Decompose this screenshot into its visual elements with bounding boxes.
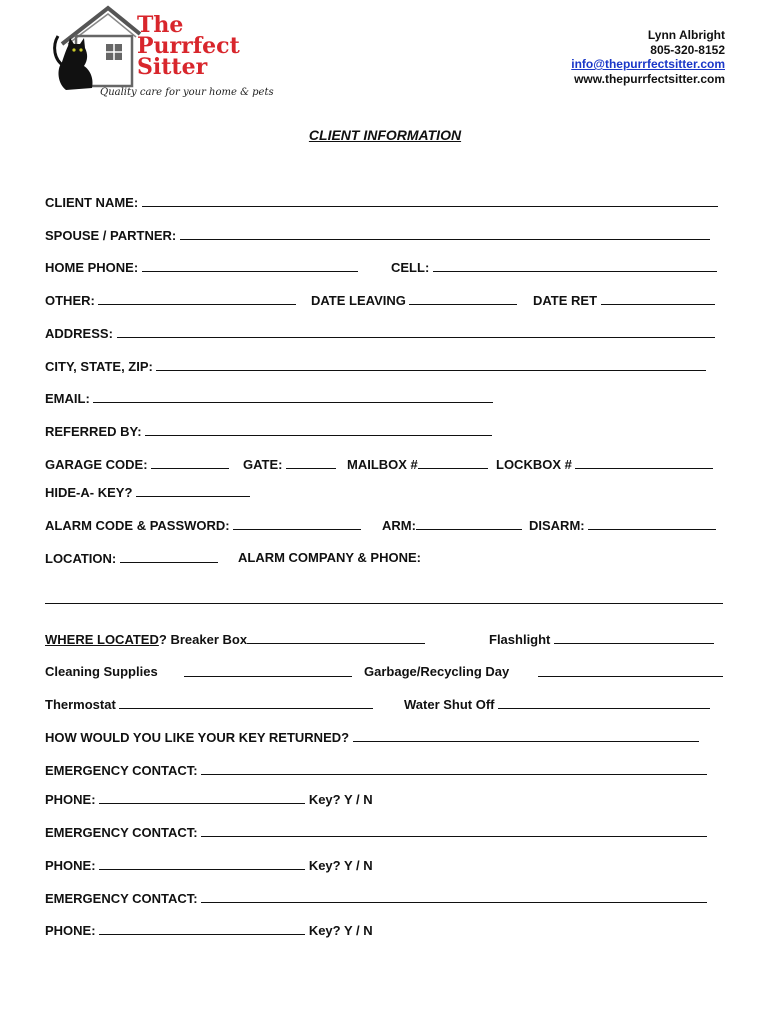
referred-by-label: REFERRED BY: — [45, 424, 142, 439]
disarm-field[interactable] — [588, 517, 716, 530]
emergency-phone-row-3 — [45, 922, 373, 939]
emergency-phone-field-3[interactable] — [99, 922, 305, 935]
referred-by-row — [45, 423, 492, 440]
spouse-partner-row — [45, 227, 710, 244]
brand-line-1: The — [137, 12, 184, 38]
lockbox-label: LOCKBOX # — [496, 457, 572, 472]
form-title-text: CLIENT INFORMATION — [308, 127, 462, 143]
city-state-zip-label: CITY, STATE, ZIP: — [45, 359, 153, 374]
key-yn-3[interactable]: Key? Y / N — [308, 923, 373, 938]
contact-email-link[interactable]: info@thepurrfectsitter.com — [571, 57, 725, 71]
cell-label: CELL: — [391, 260, 430, 275]
key-yn-2[interactable]: Key? Y / N — [308, 858, 373, 873]
cleaning-supplies-group — [45, 664, 158, 680]
lockbox-group — [496, 456, 713, 473]
emergency-contact-label-2: EMERGENCY CONTACT: — [45, 825, 198, 840]
email-row — [45, 390, 493, 407]
emergency-contact-field-2[interactable] — [201, 824, 707, 837]
alarm-code-label: ALARM CODE & PASSWORD: — [45, 518, 230, 533]
key-yn-1[interactable]: Key? Y / N — [308, 792, 373, 807]
emergency-phone-row-2 — [45, 857, 373, 874]
emergency-contact-field-1[interactable] — [201, 762, 707, 775]
garbage-recycling-label: Garbage/Recycling Day — [364, 664, 510, 679]
hide-a-key-row — [45, 484, 250, 501]
emergency-contact-row-2 — [45, 824, 707, 841]
home-phone-label: HOME PHONE: — [45, 260, 139, 275]
thermostat-label: Thermostat — [45, 697, 116, 712]
alarm-company-group — [238, 550, 421, 566]
home-phone-field[interactable] — [142, 259, 358, 272]
disarm-group — [529, 517, 716, 534]
water-shut-off-label: Water Shut Off — [404, 697, 495, 712]
garage-code-label: GARAGE CODE: — [45, 457, 148, 472]
brand-line-3: Sitter — [137, 54, 208, 80]
alarm-code-group — [45, 517, 361, 534]
garbage-recycling-group — [364, 664, 509, 680]
cleaning-supplies-field[interactable] — [184, 664, 352, 677]
alarm-company-line-row — [45, 591, 723, 608]
arm-group — [382, 517, 522, 534]
garage-code-field[interactable] — [151, 456, 229, 469]
garage-code-group — [45, 456, 229, 473]
emergency-contact-label-3: EMERGENCY CONTACT: — [45, 891, 198, 906]
emergency-contact-row-1 — [45, 762, 707, 779]
thermostat-field[interactable] — [119, 696, 373, 709]
breaker-box-label: Breaker Box — [170, 632, 248, 647]
date-leaving-label: DATE LEAVING — [311, 293, 406, 308]
flashlight-group — [489, 631, 714, 648]
mailbox-group — [347, 456, 488, 473]
other-field[interactable] — [98, 292, 296, 305]
brand-tagline: Quality care for your home & pets — [100, 87, 274, 98]
brand-name — [137, 12, 240, 80]
garbage-recycling-field[interactable] — [538, 664, 723, 677]
key-returned-field[interactable] — [353, 729, 699, 742]
contact-block — [571, 28, 725, 86]
cleaning-supplies-label: Cleaning Supplies — [45, 664, 158, 679]
gate-group — [243, 456, 336, 473]
location-field[interactable] — [120, 550, 218, 563]
emergency-phone-row-1 — [45, 791, 373, 808]
cell-group — [391, 259, 717, 276]
water-shut-off-field[interactable] — [498, 696, 710, 709]
date-leaving-field[interactable] — [409, 292, 517, 305]
alarm-code-field[interactable] — [233, 517, 361, 530]
client-name-row — [45, 194, 718, 211]
flashlight-label: Flashlight — [489, 632, 551, 647]
address-row — [45, 325, 715, 342]
client-name-field[interactable] — [142, 194, 718, 207]
contact-website[interactable]: www.thepurrfectsitter.com — [574, 71, 725, 86]
disarm-label: DISARM: — [529, 518, 585, 533]
water-shut-off-group — [404, 696, 710, 713]
other-label: OTHER: — [45, 293, 95, 308]
email-field[interactable] — [93, 390, 493, 403]
date-leaving-group — [311, 292, 517, 309]
date-ret-group — [533, 292, 715, 309]
email-label: EMAIL: — [45, 391, 90, 406]
alarm-company-label: ALARM COMPANY & PHONE: — [238, 550, 421, 565]
arm-field[interactable] — [416, 517, 522, 530]
address-label: ADDRESS: — [45, 326, 113, 341]
brand-line-2: Purrfect — [137, 33, 240, 59]
form-title — [0, 127, 770, 143]
gate-label: GATE: — [243, 457, 283, 472]
referred-by-field[interactable] — [145, 423, 492, 436]
cleaning-supplies-field-wrap — [184, 664, 352, 681]
emergency-contact-field-3[interactable] — [201, 890, 707, 903]
location-group — [45, 550, 218, 567]
home-phone-group — [45, 259, 358, 276]
key-returned-row — [45, 729, 699, 746]
arm-label: ARM: — [382, 518, 416, 533]
other-group — [45, 292, 296, 309]
spouse-partner-field[interactable] — [180, 227, 710, 240]
emergency-phone-field-1[interactable] — [99, 791, 305, 804]
city-state-zip-row — [45, 358, 706, 375]
client-name-label: CLIENT NAME: — [45, 195, 139, 210]
emergency-phone-label-1: PHONE: — [45, 792, 96, 807]
mailbox-field[interactable] — [418, 456, 488, 469]
breaker-box-field[interactable] — [247, 631, 425, 644]
key-returned-label: HOW WOULD YOU LIKE YOUR KEY RETURNED? — [45, 730, 350, 745]
lockbox-field[interactable] — [575, 456, 713, 469]
address-field[interactable] — [117, 325, 715, 338]
location-label: LOCATION: — [45, 551, 117, 566]
alarm-company-field[interactable] — [45, 591, 723, 604]
emergency-contact-label-1: EMERGENCY CONTACT: — [45, 763, 198, 778]
where-located-label: WHERE LOCATED — [45, 632, 159, 647]
emergency-phone-label-2: PHONE: — [45, 858, 96, 873]
emergency-contact-row-3 — [45, 890, 707, 907]
breaker-box-group — [45, 631, 425, 648]
mailbox-label: MAILBOX # — [347, 457, 418, 472]
spouse-partner-label: SPOUSE / PARTNER: — [45, 228, 177, 243]
cell-field[interactable] — [433, 259, 717, 272]
thermostat-group — [45, 696, 373, 713]
garbage-recycling-field-wrap — [538, 664, 723, 681]
contact-name: Lynn Albright — [647, 28, 725, 42]
date-ret-field[interactable] — [601, 292, 715, 305]
emergency-phone-field-2[interactable] — [99, 857, 305, 870]
flashlight-field[interactable] — [554, 631, 714, 644]
contact-phone: 805-320-8152 — [650, 42, 725, 57]
date-ret-label: DATE RET — [533, 293, 598, 308]
where-located-question-mark: ? — [158, 632, 167, 647]
hide-a-key-label: HIDE-A- KEY? — [45, 485, 133, 500]
emergency-phone-label-3: PHONE: — [45, 923, 96, 938]
hide-a-key-field[interactable] — [136, 484, 250, 497]
city-state-zip-field[interactable] — [156, 358, 706, 371]
gate-field[interactable] — [286, 456, 336, 469]
